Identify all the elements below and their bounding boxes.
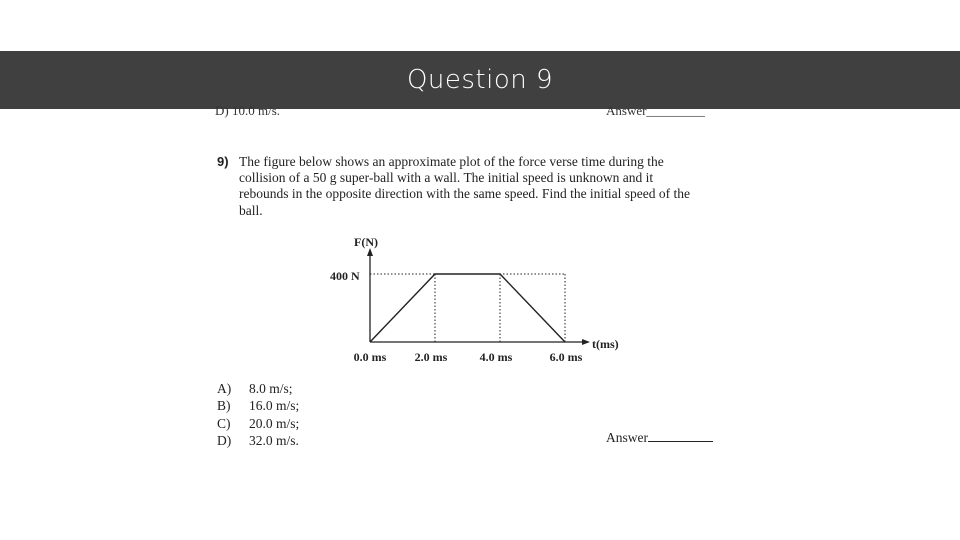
- previous-answer-remnant: [606, 103, 726, 132]
- answer-label: Answer: [606, 430, 648, 445]
- answer-blank[interactable]: [648, 430, 713, 442]
- x-tick-label: 2.0 ms: [414, 350, 448, 364]
- choice-text: 32.0 m/s.: [249, 433, 299, 449]
- previous-choice-remnant: [215, 103, 335, 132]
- x-axis-label: t(ms): [592, 337, 619, 351]
- x-axis-arrow: [582, 339, 590, 345]
- question-line: collision of a 50 g super-ball with a wall. The initial speed is unknown and it: [239, 170, 654, 186]
- answer-line: [606, 430, 713, 446]
- question-line: rebounds in the opposite direction with the same speed. Find the initial speed of the: [239, 186, 691, 202]
- answer-choices: [217, 380, 299, 450]
- choice-letter: D): [217, 433, 232, 449]
- choice-letter: C): [217, 415, 231, 431]
- previous-answer-text: Answer_________: [606, 103, 705, 118]
- question-line: The figure below shows an approximate plot of the force verse time during the: [239, 154, 664, 169]
- choice-a[interactable]: [217, 380, 299, 397]
- slide-title-bar: [0, 51, 960, 109]
- choice-text: 8.0 m/s;: [249, 381, 293, 396]
- choice-d[interactable]: [217, 432, 299, 449]
- y-axis-arrow: [367, 248, 373, 256]
- question-line: ball.: [239, 202, 263, 218]
- choice-c[interactable]: [217, 415, 299, 432]
- x-tick-label: 0.0 ms: [353, 350, 387, 364]
- x-tick-label: 6.0 ms: [549, 350, 583, 364]
- y-axis-label: F(N): [354, 235, 378, 249]
- force-curve: [370, 274, 565, 342]
- question-number: 9): [217, 154, 229, 169]
- choice-letter: B): [217, 398, 231, 414]
- choice-text: 16.0 m/s;: [249, 398, 300, 414]
- choice-b[interactable]: [217, 397, 299, 414]
- force-time-graph: [320, 232, 640, 372]
- choice-letter: A): [217, 381, 232, 396]
- previous-choice-text: D) 10.0 m/s.: [215, 103, 280, 118]
- y-tick-label: 400 N: [330, 269, 360, 283]
- dotted-guides: [370, 274, 565, 342]
- question-text: [239, 154, 739, 219]
- choice-text: 20.0 m/s;: [249, 415, 300, 431]
- slide-title: Question 9: [406, 65, 554, 95]
- x-tick-label: 4.0 ms: [479, 350, 513, 364]
